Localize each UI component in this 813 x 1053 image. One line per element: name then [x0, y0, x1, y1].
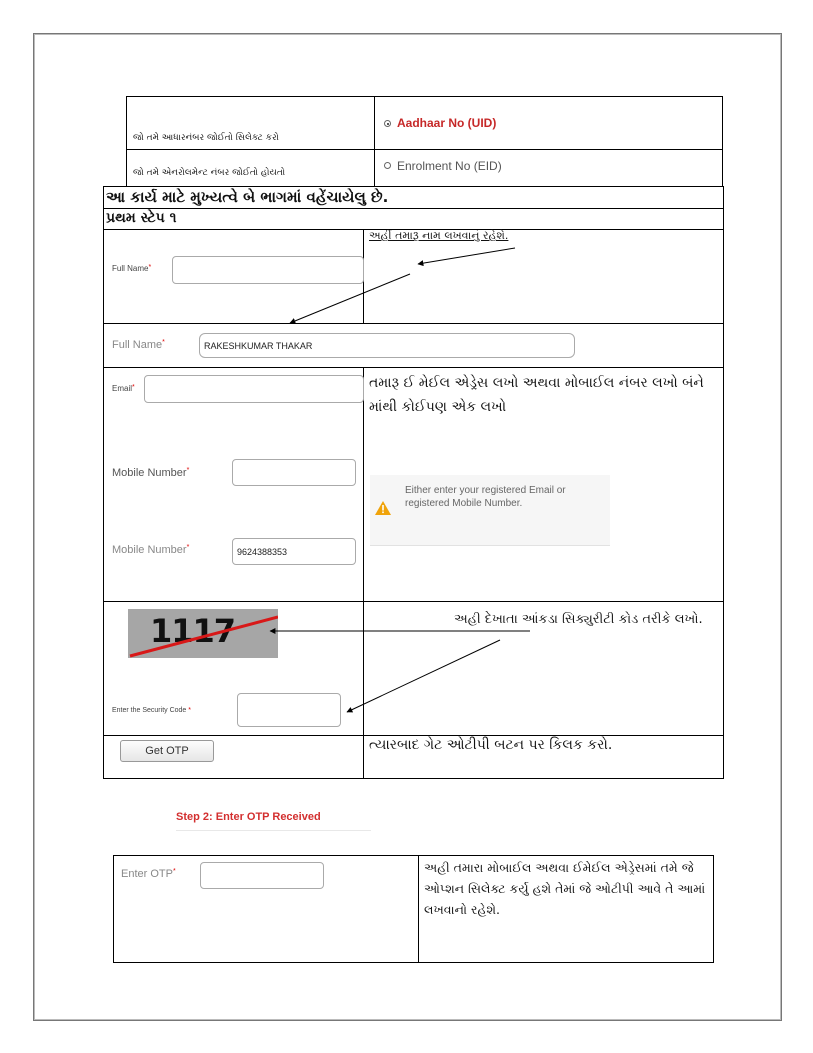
warning-text: Either enter your registered Email or registered Mobile Number.	[405, 485, 566, 509]
enrolment-option-label: Enrolment No (EID)	[397, 159, 502, 173]
full-name-label-2: Full Name*	[112, 339, 165, 351]
page-heading: આ કાર્ય માટે મુખ્યત્વે બે ભાગમાં વહેંચાયેલુ છે.	[106, 188, 389, 206]
otp-label: Enter OTP*	[121, 868, 176, 880]
enrolment-row-text: જો તમે એનરોલમેન્ટ નંબર જોઈતો હોયતો	[133, 168, 286, 178]
arrow-to-name-input	[418, 248, 515, 264]
full-name-note: અહીં તમારૂ નામ લખવાનું રહેશે.	[369, 229, 509, 242]
mobile-input-filled[interactable]: 9624388353	[232, 538, 356, 565]
aadhaar-row-text: જો તમે આધારનંબર જોઈતો સિલેક્ટ કરો	[133, 133, 279, 143]
arrow-to-name-filled	[290, 274, 410, 323]
get-otp-note: ત્યારબાદ ગેટ ઓટીપી બટન પર કિલક કરો.	[369, 737, 613, 753]
step1-title: પ્રથમ સ્ટેપ ૧	[106, 210, 177, 226]
security-note: અહી દેખાતા આંકડા સિક્યુરીટી કોડ તરીકે લખો.	[454, 612, 703, 627]
arrow-to-security-input	[347, 640, 500, 712]
step2-title: Step 2: Enter OTP Received	[176, 811, 321, 823]
email-label: Email*	[112, 384, 135, 393]
mobile-label: Mobile Number*	[112, 467, 190, 479]
captcha-text: 1117	[150, 612, 236, 650]
full-name-label: Full Name*	[112, 264, 152, 273]
aadhaar-option-label: Aadhaar No (UID)	[397, 116, 497, 130]
otp-note: અહી તમારા મોબાઈલ અથવા ઈમેઈલ એડ્રેસમાં તમે જે ઓપ્શન સિલેક્ટ કર્યુ હશે તેમાં જે ઓટીપી આવે તે આમાં લખવાનો રહેશે.	[424, 860, 706, 917]
full-name-input-filled[interactable]: RAKESHKUMAR THAKAR	[199, 333, 575, 358]
mobile-label-2: Mobile Number*	[112, 544, 190, 556]
contact-note: તમારૂ ઈ મેઈલ એડ્રેસ લખો અથવા મોબાઈલ નંબર લખો બંને માંથી કોઈપણ એક લખો	[369, 375, 704, 415]
security-code-label: Enter the Security Code *	[112, 707, 191, 714]
get-otp-button[interactable]: Get OTP	[120, 740, 214, 762]
